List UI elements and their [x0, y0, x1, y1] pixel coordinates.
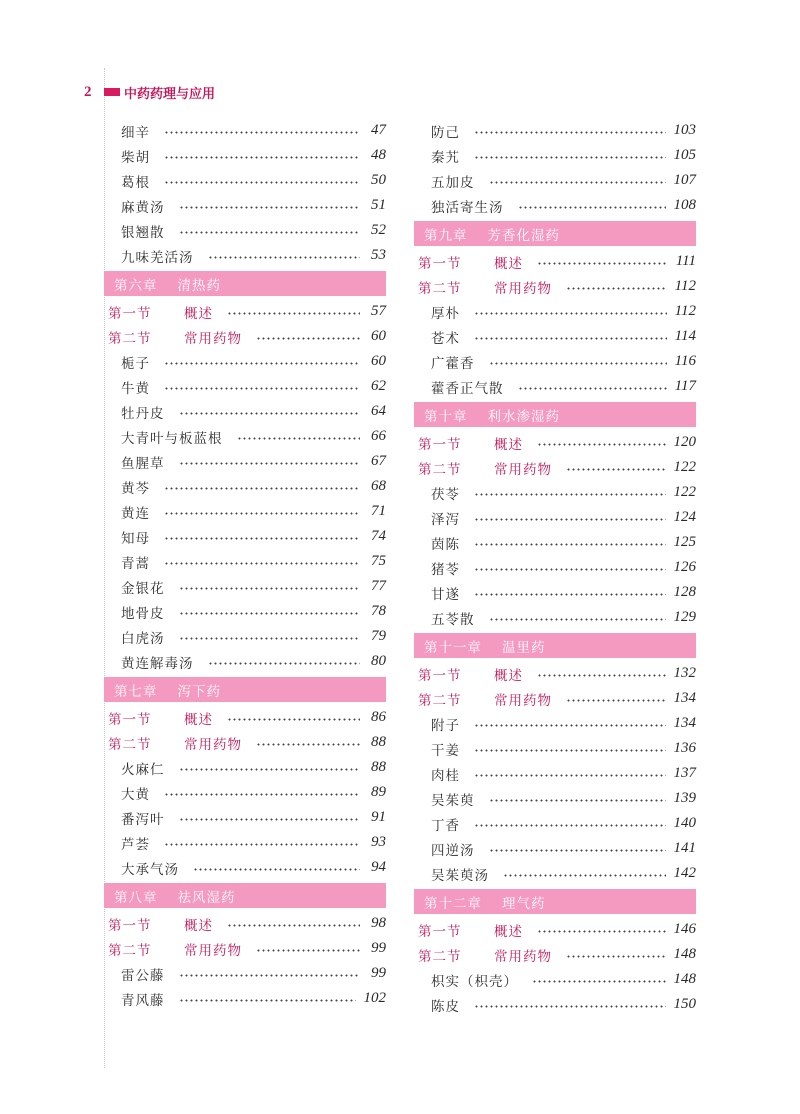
page-ref: 148 [673, 971, 696, 987]
chapter-title: 泻下药 [177, 683, 221, 700]
section-number: 第二节 [108, 330, 152, 347]
leader-dots [179, 999, 356, 1002]
entry-title: 地骨皮 [121, 605, 165, 622]
toc-entry[interactable] [104, 599, 386, 624]
leader-dots [566, 699, 666, 702]
chapter-title: 祛风湿药 [177, 889, 236, 906]
chapter-heading[interactable] [414, 402, 696, 427]
page-ref: 112 [674, 278, 696, 294]
toc-section-entry[interactable] [104, 936, 386, 961]
entry-title: 黄芩 [121, 480, 150, 497]
entry-title: 苍术 [431, 330, 460, 347]
toc-entry[interactable] [414, 605, 696, 630]
leader-dots [256, 743, 360, 746]
page-ref: 114 [674, 328, 696, 344]
page-ref: 71 [371, 503, 386, 519]
entry-title: 知母 [121, 530, 150, 547]
leader-dots [474, 518, 666, 521]
entry-title: 五加皮 [431, 174, 475, 191]
leader-dots [208, 662, 361, 665]
section-number: 第一节 [418, 255, 462, 272]
section-title: 概述 [494, 436, 523, 453]
toc-left-column [104, 118, 386, 1011]
page-ref: 77 [371, 578, 386, 594]
chapter-number: 第十二章 [424, 895, 482, 912]
chapter-number: 第十一章 [424, 639, 482, 656]
entry-title: 茯苓 [431, 486, 460, 503]
entry-title: 柴胡 [121, 149, 150, 166]
entry-title: 防己 [431, 124, 460, 141]
entry-title: 陈皮 [431, 998, 460, 1015]
page-ref: 51 [371, 197, 386, 213]
page-ref: 122 [673, 484, 696, 500]
entry-title: 厚朴 [431, 305, 460, 322]
page-ref: 111 [675, 253, 696, 269]
page-ref: 74 [371, 528, 386, 544]
entry-title: 甘遂 [431, 586, 460, 603]
entry-title: 枳实（枳壳） [431, 973, 518, 990]
section-title: 常用药物 [184, 736, 242, 753]
book-title: 中药药理与应用 [124, 86, 216, 102]
toc-entry[interactable] [414, 480, 696, 505]
toc-entry[interactable] [414, 530, 696, 555]
page-ref: 142 [673, 865, 696, 881]
leader-dots [227, 718, 360, 721]
chapter-number: 第九章 [424, 227, 468, 244]
entry-title: 独活寄生汤 [431, 199, 504, 216]
toc-section-entry[interactable] [104, 705, 386, 730]
entry-title: 黄连 [121, 505, 150, 522]
page-header [84, 80, 215, 104]
leader-dots [566, 468, 666, 471]
toc-section-entry[interactable] [414, 686, 696, 711]
toc-entry[interactable] [414, 118, 696, 143]
leader-dots [474, 568, 666, 571]
section-number: 第一节 [418, 923, 462, 940]
entry-title: 大青叶与板蓝根 [121, 430, 223, 447]
toc-entry[interactable] [414, 811, 696, 836]
page-ref: 134 [673, 715, 696, 731]
leader-dots [518, 206, 666, 209]
chapter-title: 理气药 [502, 895, 546, 912]
toc-entry[interactable] [414, 711, 696, 736]
page-ref: 80 [371, 653, 386, 669]
toc-entry[interactable] [414, 324, 696, 349]
leader-dots [474, 543, 666, 546]
leader-dots [489, 181, 666, 184]
toc-entry[interactable] [414, 555, 696, 580]
leader-dots [474, 312, 667, 315]
entry-title: 吴茱萸汤 [431, 867, 489, 884]
toc-section-entry[interactable] [414, 455, 696, 480]
leader-dots [179, 818, 361, 821]
chapter-number: 第八章 [114, 889, 158, 906]
toc-entry[interactable] [104, 143, 386, 168]
leader-dots [474, 493, 666, 496]
section-title: 常用药物 [494, 948, 552, 965]
toc-section-entry[interactable] [104, 911, 386, 936]
entry-title: 茵陈 [431, 536, 460, 553]
entry-title: 鱼腥草 [121, 455, 165, 472]
page-ref: 108 [673, 197, 696, 213]
toc-entry[interactable] [414, 374, 696, 399]
toc-entry[interactable] [104, 499, 386, 524]
page-ref: 120 [673, 434, 696, 450]
chapter-heading[interactable] [414, 221, 696, 246]
leader-dots [227, 312, 360, 315]
chapter-number: 第七章 [114, 683, 158, 700]
leader-dots [164, 537, 360, 540]
page-ref: 68 [371, 478, 386, 494]
page-ref: 75 [371, 553, 386, 569]
chapter-heading[interactable] [414, 889, 696, 914]
toc-section-entry[interactable] [104, 324, 386, 349]
page-ref: 47 [371, 122, 386, 138]
toc-entry[interactable] [104, 574, 386, 599]
chapter-number: 第六章 [114, 277, 158, 294]
leader-dots [164, 512, 360, 515]
leader-dots [489, 618, 666, 621]
entry-title: 番泻叶 [121, 811, 165, 828]
entry-title: 秦艽 [431, 149, 460, 166]
toc-entry[interactable] [414, 299, 696, 324]
page-ref: 129 [673, 609, 696, 625]
page-ref: 136 [673, 740, 696, 756]
page-ref: 93 [371, 834, 386, 850]
leader-dots [256, 949, 360, 952]
entry-title: 肉桂 [431, 767, 460, 784]
page-ref: 126 [673, 559, 696, 575]
toc-entry[interactable] [414, 761, 696, 786]
page-ref: 60 [371, 353, 386, 369]
leader-dots [566, 287, 667, 290]
toc-entry[interactable] [104, 168, 386, 193]
entry-title: 藿香正气散 [431, 380, 504, 397]
leader-dots [537, 674, 666, 677]
page-ref: 125 [673, 534, 696, 550]
entry-title: 金银花 [121, 580, 165, 597]
entry-title: 栀子 [121, 355, 150, 372]
leader-dots [566, 955, 666, 958]
section-title: 概述 [184, 711, 213, 728]
leader-dots [179, 768, 361, 771]
toc-entry[interactable] [104, 118, 386, 143]
entry-title: 干姜 [431, 742, 460, 759]
section-number: 第二节 [418, 692, 462, 709]
section-title: 概述 [494, 923, 523, 940]
leader-dots [474, 337, 667, 340]
entry-title: 四逆汤 [431, 842, 475, 859]
leader-dots [179, 637, 361, 640]
leader-dots [474, 593, 666, 596]
toc-section-entry[interactable] [414, 942, 696, 967]
toc-entry[interactable] [104, 649, 386, 674]
toc-entry[interactable] [104, 243, 386, 268]
section-number: 第一节 [108, 711, 152, 728]
page-ref: 103 [673, 122, 696, 138]
leader-dots [489, 799, 666, 802]
section-number: 第一节 [418, 667, 462, 684]
entry-title: 黄连解毒汤 [121, 655, 194, 672]
entry-title: 麻黄汤 [121, 199, 165, 216]
chapter-heading[interactable] [104, 271, 386, 296]
leader-dots [237, 437, 361, 440]
toc-entry[interactable] [104, 986, 386, 1011]
leader-dots [537, 930, 666, 933]
toc-entry[interactable] [104, 549, 386, 574]
leader-dots [532, 980, 666, 983]
leader-dots [193, 868, 360, 871]
leader-dots [489, 849, 666, 852]
page-ref: 62 [371, 378, 386, 394]
toc-entry[interactable] [414, 992, 696, 1017]
page-ref: 148 [673, 946, 696, 962]
header-accent-bar [104, 88, 120, 96]
leader-dots [179, 412, 361, 415]
toc-entry[interactable] [104, 374, 386, 399]
toc-entry[interactable] [104, 424, 386, 449]
toc-entry[interactable] [104, 755, 386, 780]
page-ref: 78 [371, 603, 386, 619]
entry-title: 大承气汤 [121, 861, 179, 878]
leader-dots [179, 612, 361, 615]
toc-entry[interactable] [414, 143, 696, 168]
toc-entry[interactable] [414, 168, 696, 193]
toc-section-entry[interactable] [104, 299, 386, 324]
section-number: 第二节 [418, 461, 462, 478]
toc-section-entry[interactable] [414, 430, 696, 455]
toc-entry[interactable] [414, 786, 696, 811]
leader-dots [518, 387, 667, 390]
toc-entry[interactable] [104, 961, 386, 986]
page-number: 2 [84, 83, 92, 100]
toc-section-entry[interactable] [104, 730, 386, 755]
leader-dots [164, 131, 360, 134]
page-ref: 64 [371, 403, 386, 419]
toc-section-entry[interactable] [414, 917, 696, 942]
page-ref: 79 [371, 628, 386, 644]
section-number: 第一节 [418, 436, 462, 453]
section-title: 概述 [494, 667, 523, 684]
chapter-heading[interactable] [104, 883, 386, 908]
toc-entry[interactable] [104, 855, 386, 880]
leader-dots [474, 749, 666, 752]
toc-entry[interactable] [414, 349, 696, 374]
toc-entry[interactable] [414, 193, 696, 218]
entry-title: 细辛 [121, 124, 150, 141]
chapter-title: 芳香化湿药 [487, 227, 560, 244]
toc-entry[interactable] [104, 474, 386, 499]
entry-title: 葛根 [121, 174, 150, 191]
entry-title: 猪苓 [431, 561, 460, 578]
chapter-title: 温里药 [502, 639, 546, 656]
chapter-heading[interactable] [104, 677, 386, 702]
toc-right-column [414, 118, 696, 1017]
toc-entry[interactable] [104, 449, 386, 474]
page-ref: 57 [371, 303, 386, 319]
section-title: 常用药物 [184, 942, 242, 959]
page-ref: 66 [371, 428, 386, 444]
page-ref: 50 [371, 172, 386, 188]
leader-dots [164, 156, 360, 159]
section-number: 第二节 [108, 736, 152, 753]
chapter-title: 利水渗湿药 [487, 408, 560, 425]
entry-title: 吴茱萸 [431, 792, 475, 809]
page-ref: 89 [371, 784, 386, 800]
toc-entry[interactable] [104, 805, 386, 830]
page-ref: 88 [371, 734, 386, 750]
toc-entry[interactable] [414, 580, 696, 605]
section-number: 第一节 [108, 305, 152, 322]
page-ref: 52 [371, 222, 386, 238]
section-title: 概述 [494, 255, 523, 272]
leader-dots [164, 387, 360, 390]
section-title: 常用药物 [494, 280, 552, 297]
page-ref: 107 [673, 172, 696, 188]
chapter-heading[interactable] [414, 633, 696, 658]
entry-title: 大黄 [121, 786, 150, 803]
chapter-number: 第十章 [424, 408, 468, 425]
toc-entry[interactable] [414, 967, 696, 992]
leader-dots [164, 793, 360, 796]
leader-dots [179, 462, 361, 465]
leader-dots [474, 774, 666, 777]
leader-dots [179, 974, 361, 977]
toc-entry[interactable] [104, 830, 386, 855]
leader-dots [164, 181, 360, 184]
entry-title: 广藿香 [431, 355, 475, 372]
toc-entry[interactable] [414, 836, 696, 861]
leader-dots [489, 362, 667, 365]
toc-entry[interactable] [104, 524, 386, 549]
page-ref: 48 [371, 147, 386, 163]
page-ref: 140 [673, 815, 696, 831]
entry-title: 泽泻 [431, 511, 460, 528]
chapter-title: 清热药 [177, 277, 221, 294]
page-ref: 99 [371, 940, 386, 956]
leader-dots [537, 262, 668, 265]
leader-dots [208, 256, 361, 259]
page-ref: 88 [371, 759, 386, 775]
section-number: 第二节 [418, 948, 462, 965]
page-ref: 134 [673, 690, 696, 706]
section-title: 常用药物 [494, 692, 552, 709]
entry-title: 芦荟 [121, 836, 150, 853]
entry-title: 白虎汤 [121, 630, 165, 647]
section-title: 概述 [184, 917, 213, 934]
page-ref: 86 [371, 709, 386, 725]
page-ref: 116 [674, 353, 696, 369]
page-ref: 67 [371, 453, 386, 469]
leader-dots [537, 443, 666, 446]
section-title: 概述 [184, 305, 213, 322]
page-ref: 53 [371, 247, 386, 263]
leader-dots [474, 156, 666, 159]
toc-entry[interactable] [414, 861, 696, 886]
page-ref: 132 [673, 665, 696, 681]
page-ref: 139 [673, 790, 696, 806]
entry-title: 丁香 [431, 817, 460, 834]
toc-entry[interactable] [414, 505, 696, 530]
leader-dots [474, 824, 666, 827]
page-ref: 124 [673, 509, 696, 525]
page-ref: 137 [673, 765, 696, 781]
page-ref: 150 [673, 996, 696, 1012]
entry-title: 火麻仁 [121, 761, 165, 778]
leader-dots [164, 362, 360, 365]
toc-section-entry[interactable] [414, 661, 696, 686]
leader-dots [179, 587, 361, 590]
section-number: 第二节 [108, 942, 152, 959]
toc-entry[interactable] [104, 624, 386, 649]
page-ref: 99 [371, 965, 386, 981]
entry-title: 五苓散 [431, 611, 475, 628]
leader-dots [474, 1005, 666, 1008]
toc-entry[interactable] [104, 399, 386, 424]
page-ref: 141 [673, 840, 696, 856]
entry-title: 九味羌活汤 [121, 249, 194, 266]
page-ref: 146 [673, 921, 696, 937]
entry-title: 青蒿 [121, 555, 150, 572]
entry-title: 雷公藤 [121, 967, 165, 984]
toc-entry[interactable] [104, 349, 386, 374]
leader-dots [179, 231, 361, 234]
page-ref: 91 [371, 809, 386, 825]
page-ref: 94 [371, 859, 386, 875]
page-ref: 112 [674, 303, 696, 319]
section-title: 常用药物 [184, 330, 242, 347]
leader-dots [164, 562, 360, 565]
leader-dots [164, 843, 360, 846]
leader-dots [503, 874, 666, 877]
entry-title: 附子 [431, 717, 460, 734]
entry-title: 牡丹皮 [121, 405, 165, 422]
entry-title: 银翘散 [121, 224, 165, 241]
toc-entry[interactable] [104, 218, 386, 243]
toc-section-entry[interactable] [414, 249, 696, 274]
leader-dots [474, 724, 666, 727]
toc-entry[interactable] [104, 193, 386, 218]
leader-dots [256, 337, 360, 340]
page-ref: 102 [363, 990, 386, 1006]
page-ref: 117 [674, 378, 696, 394]
toc-entry[interactable] [104, 780, 386, 805]
section-title: 常用药物 [494, 461, 552, 478]
leader-dots [179, 206, 361, 209]
section-number: 第一节 [108, 917, 152, 934]
page-ref: 128 [673, 584, 696, 600]
leader-dots [227, 924, 360, 927]
toc-section-entry[interactable] [414, 274, 696, 299]
page-ref: 122 [673, 459, 696, 475]
page-ref: 60 [371, 328, 386, 344]
entry-title: 牛黄 [121, 380, 150, 397]
leader-dots [474, 131, 666, 134]
page-ref: 105 [673, 147, 696, 163]
page-ref: 98 [371, 915, 386, 931]
toc-entry[interactable] [414, 736, 696, 761]
leader-dots [164, 487, 360, 490]
entry-title: 青风藤 [121, 992, 165, 1009]
section-number: 第二节 [418, 280, 462, 297]
